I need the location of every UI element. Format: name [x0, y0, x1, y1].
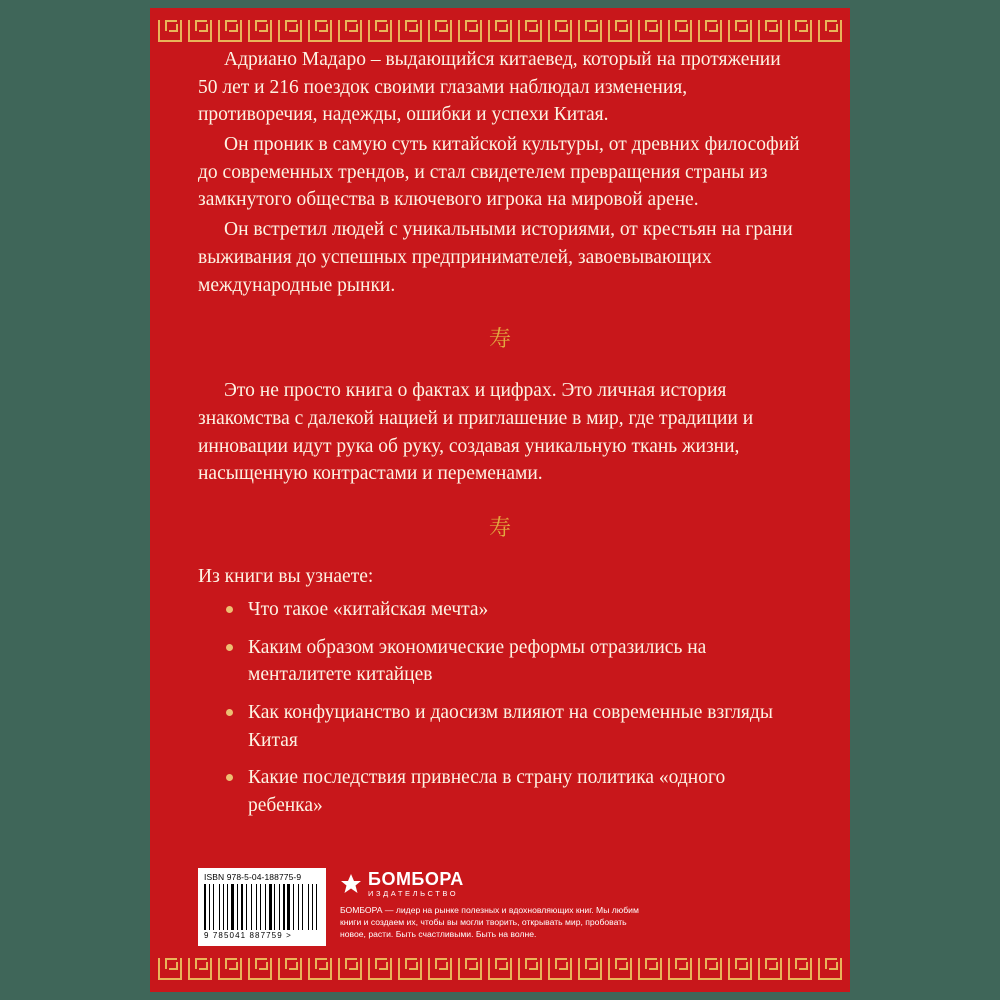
ornamental-border-top	[150, 16, 850, 46]
meander-unit	[668, 20, 692, 42]
barcode-bar	[265, 884, 266, 930]
barcode-bar	[300, 884, 302, 930]
meander-unit	[518, 20, 542, 42]
barcode-bar	[223, 884, 225, 930]
meander-unit	[728, 958, 752, 980]
meander-unit	[278, 958, 302, 980]
barcode-bar	[262, 884, 264, 930]
meander-unit	[608, 20, 632, 42]
barcode-bar	[253, 884, 255, 930]
meander-unit	[788, 20, 812, 42]
barcode-bar	[293, 884, 294, 930]
barcode-bar	[239, 884, 240, 930]
features-list	[198, 596, 802, 820]
barcode-bar	[258, 884, 259, 930]
features-intro: Из книги вы узнаете:	[198, 565, 374, 587]
blurb-paragraph-secondary: Это не просто книга о фактах и цифрах. Это личная история знакомства с далекой нацией и приглашение в мир, где традиции и инновации идут рука об руку, создавая уникальную ткань жизни, насыщенную контрастами и переменами.	[198, 380, 754, 485]
meander-unit	[158, 20, 182, 42]
blurb-paragraph: Он проник в самую суть китайской культуры, от древних философий до современных трендов, и стал свидетелем превращения страны из замкнутого общества в ключевого игрока на мировой арене.	[198, 134, 800, 211]
meander-unit	[638, 958, 662, 980]
blurb-block-one	[198, 46, 802, 299]
longevity-icon	[487, 325, 513, 351]
meander-unit	[578, 958, 602, 980]
meander-unit	[428, 958, 452, 980]
barcode-bar	[248, 884, 251, 930]
publisher-logo	[340, 870, 802, 898]
meander-unit	[518, 958, 542, 980]
barcode-bar	[283, 884, 285, 930]
list-item: Каким образом экономические реформы отразились на менталитете китайцев	[224, 634, 802, 689]
barcode-bar	[227, 884, 228, 930]
publisher-block	[340, 868, 802, 941]
barcode-bar	[308, 884, 309, 930]
meander-unit	[278, 20, 302, 42]
barcode-bar	[287, 884, 290, 930]
list-item: Как конфуцианство и даосизм влияют на современные взгляды Китая	[224, 699, 802, 754]
meander-unit	[608, 958, 632, 980]
meander-unit	[338, 20, 362, 42]
meander-unit	[788, 958, 812, 980]
list-item: Что такое «китайская мечта»	[224, 596, 802, 624]
meander-unit	[458, 958, 482, 980]
book-back-cover	[150, 8, 850, 992]
barcode-bar	[302, 884, 303, 930]
ornament-divider-bottom	[198, 514, 802, 540]
blurb-block-two	[198, 377, 802, 488]
barcode-bar	[211, 884, 213, 930]
barcode-bar	[304, 884, 307, 930]
barcode-bar	[235, 884, 237, 930]
barcode-bar	[279, 884, 280, 930]
barcode-bar	[251, 884, 252, 930]
meander-unit	[818, 958, 842, 980]
meander-unit	[338, 958, 362, 980]
barcode-bar	[237, 884, 238, 930]
meander-unit	[308, 958, 332, 980]
ornament-divider-top	[198, 325, 802, 351]
meander-unit	[818, 20, 842, 42]
meander-unit	[368, 958, 392, 980]
meander-unit	[368, 20, 392, 42]
barcode-bar	[229, 884, 230, 930]
meander-unit	[758, 20, 782, 42]
barcode-bar	[316, 884, 317, 930]
barcode-bar	[312, 884, 314, 930]
meander-unit	[488, 958, 512, 980]
barcode-bar	[215, 884, 218, 930]
blurb-paragraph: Он встретил людей с уникальными историями, от крестьян на грани выживания до успешных предпринимателей, завоевывающих международные рынки.	[198, 219, 793, 296]
meander-unit	[428, 20, 452, 42]
barcode-bar	[244, 884, 245, 930]
meander-unit	[308, 20, 332, 42]
barcode-bar	[209, 884, 210, 930]
meander-unit	[398, 958, 422, 980]
barcode-bar	[314, 884, 315, 930]
barcode-bar	[295, 884, 297, 930]
barcode-bar	[310, 884, 311, 930]
barcode	[204, 884, 320, 930]
barcode-bar	[274, 884, 275, 930]
blurb-paragraph: Адриано Мадаро – выдающийся китаевед, который на протяжении 50 лет и 216 поездок своими глазами наблюдал изменения, противоречия, надежды, ошибки и успехи Китая.	[198, 49, 781, 126]
meander-unit	[638, 20, 662, 42]
barcode-bar	[269, 884, 272, 930]
bombora-mark-icon	[340, 873, 362, 895]
meander-unit	[668, 958, 692, 980]
barcode-bar	[207, 884, 208, 930]
publisher-subtitle: ИЗДАТЕЛЬСТВО	[368, 889, 459, 898]
meander-unit	[248, 20, 272, 42]
meander-unit	[158, 958, 182, 980]
barcode-bar	[260, 884, 262, 930]
publisher-name: БОМБОРА	[368, 869, 464, 889]
meander-unit	[248, 958, 272, 980]
meander-unit	[218, 958, 242, 980]
meander-unit	[548, 20, 572, 42]
barcode-bar	[219, 884, 220, 930]
barcode-bar	[276, 884, 278, 930]
meander-unit	[188, 958, 212, 980]
isbn-label: ISBN 978-5-04-188775-9	[204, 872, 302, 882]
cover-footer	[150, 868, 850, 946]
barcode-bar	[225, 884, 226, 930]
meander-unit	[488, 20, 512, 42]
longevity-icon	[487, 514, 513, 540]
barcode-digits: 9 785041 887759 >	[204, 931, 292, 940]
meander-unit	[398, 20, 422, 42]
barcode-bar	[291, 884, 292, 930]
isbn-barcode-box	[198, 868, 326, 946]
barcode-bar	[241, 884, 243, 930]
barcode-bar	[246, 884, 247, 930]
meander-unit	[458, 20, 482, 42]
barcode-bar	[256, 884, 257, 930]
list-item: Какие последствия привнесла в страну политика «одного ребенка»	[224, 764, 802, 819]
barcode-bar	[286, 884, 287, 930]
cover-content	[150, 46, 850, 830]
barcode-bar	[231, 884, 234, 930]
barcode-bar	[298, 884, 299, 930]
barcode-bar	[318, 884, 320, 930]
barcode-bar	[204, 884, 206, 930]
meander-unit	[698, 958, 722, 980]
publisher-description: БОМБОРА — лидер на рынке полезных и вдохновляющих книг. Мы любим книги и создаем их, чтобы вы могли творить, открывать мир, пробовать новое, расти. Быть счастливыми. Быть на волне.	[340, 904, 639, 940]
meander-unit	[728, 20, 752, 42]
meander-unit	[218, 20, 242, 42]
meander-unit	[698, 20, 722, 42]
barcode-bar	[281, 884, 282, 930]
ornamental-border-bottom	[150, 954, 850, 984]
barcode-bar	[267, 884, 268, 930]
meander-unit	[188, 20, 212, 42]
barcode-bar	[221, 884, 222, 930]
meander-unit	[548, 958, 572, 980]
barcode-bar	[213, 884, 214, 930]
meander-unit	[758, 958, 782, 980]
meander-unit	[578, 20, 602, 42]
barcode-bar	[273, 884, 274, 930]
